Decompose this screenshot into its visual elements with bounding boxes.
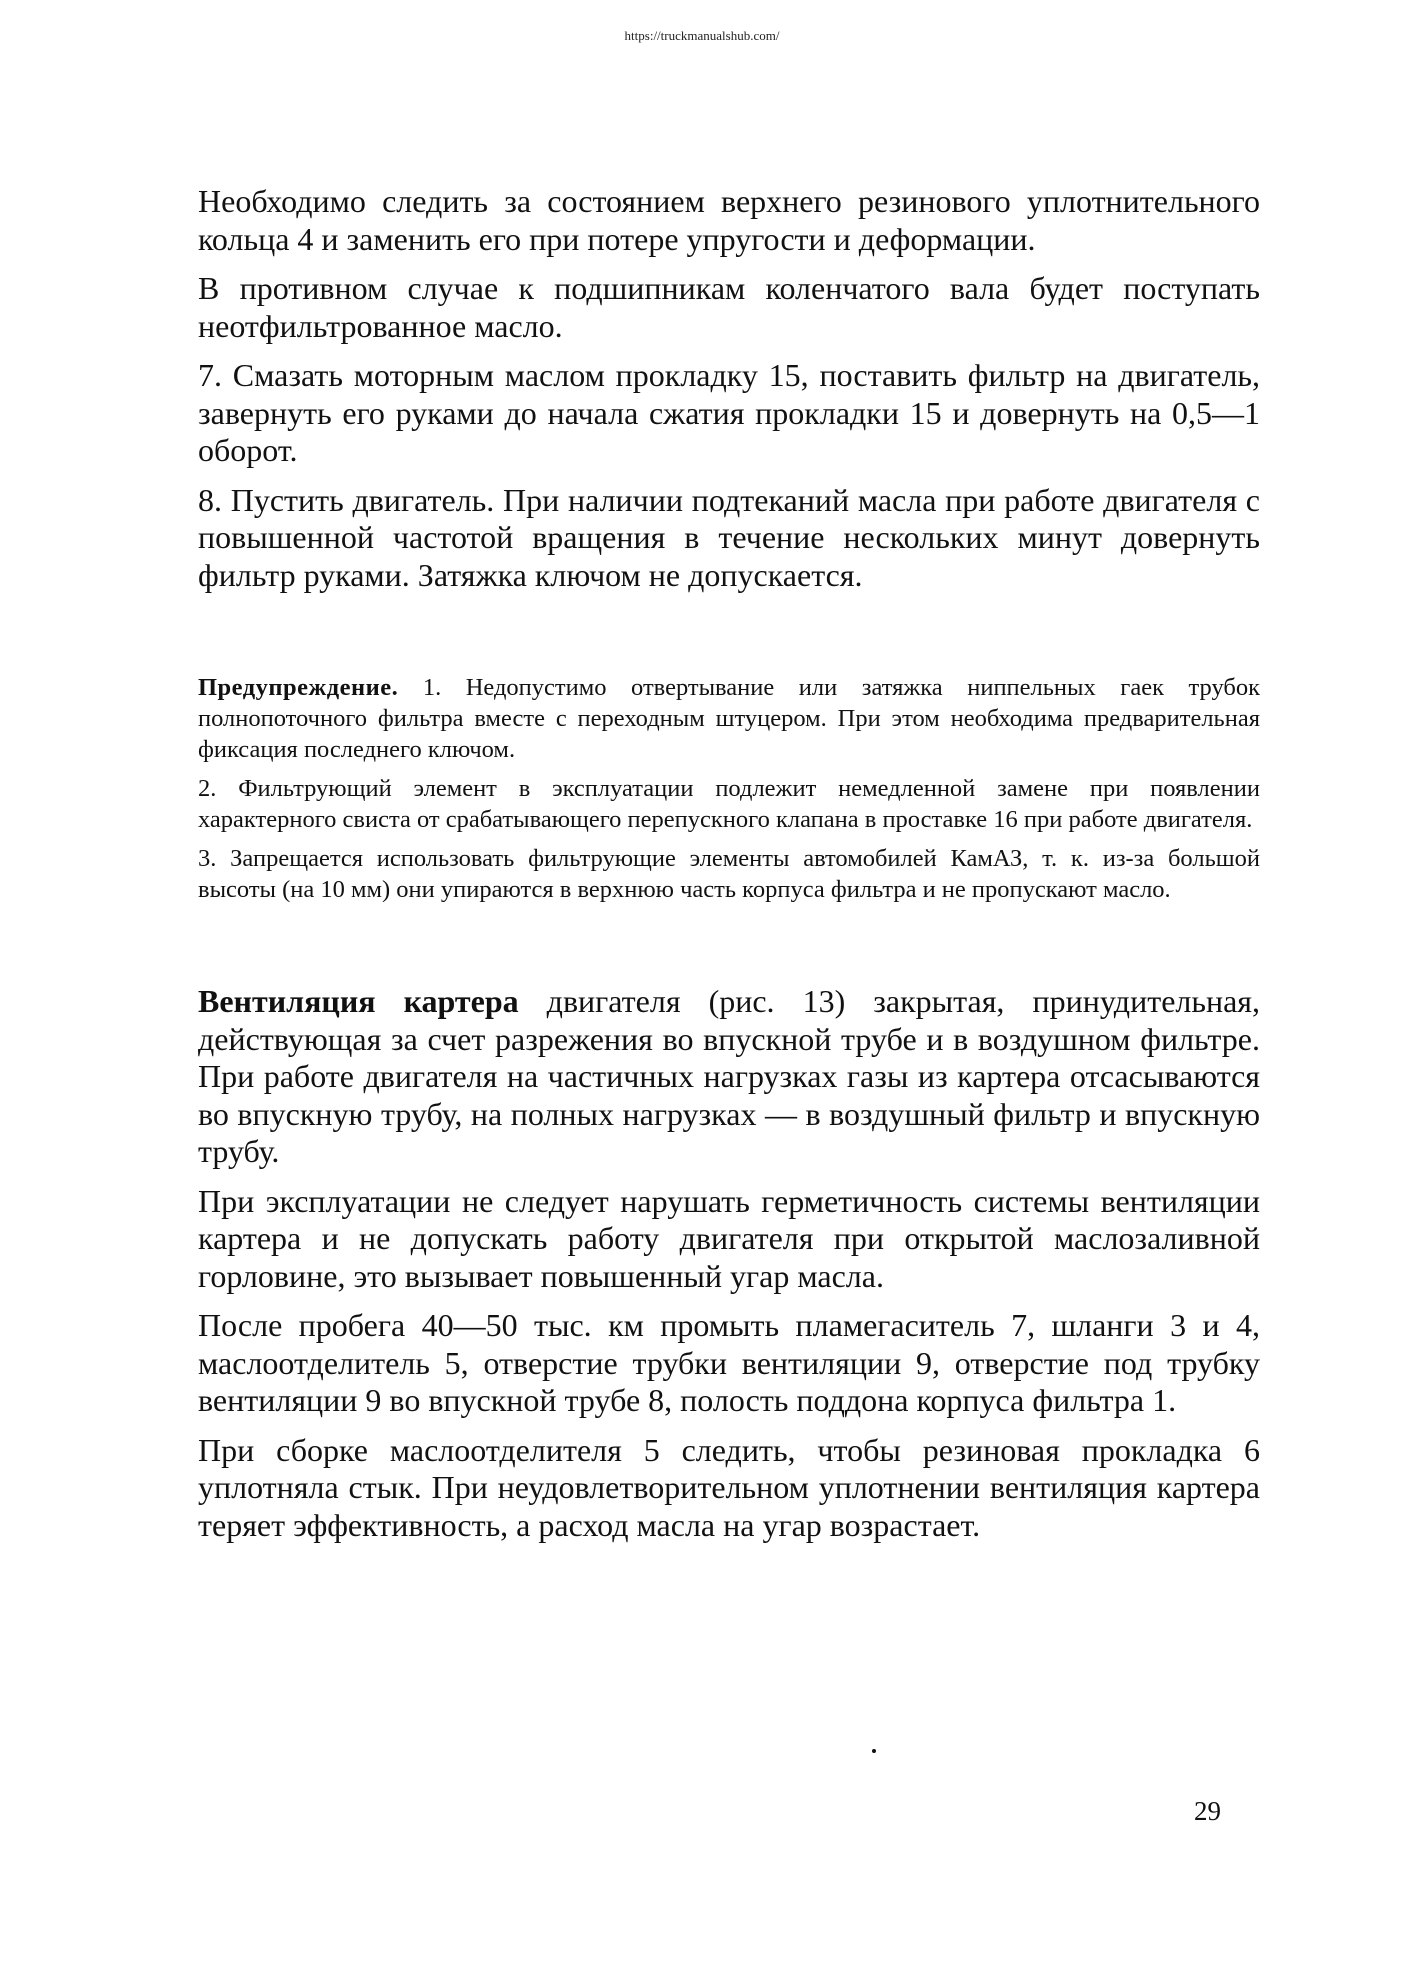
paragraph-step-8: 8. Пустить двигатель. При наличии подтеканий масла при работе двигателя с повышенной частотой вращения в течение нескольких минут довернуть фильтр руками. Затяжка ключом не допускается.: [198, 481, 1260, 593]
paragraph-ventilation-intro: [198, 983, 1260, 1171]
print-speck: [872, 1749, 876, 1753]
paragraph-seal-ring: Необходимо следить за состоянием верхнего резинового уплотнительного кольца 4 и заменить его при потере упругости и деформации.: [198, 183, 1260, 257]
paragraph-ventilation-assembly: При сборке маслоотделителя 5 следить, чтобы резиновая прокладка 6 уплотняла стык. При неудовлетворительном уплотнении вентиляция картера теряет эффективность, а расход масла на угар возрастает.: [198, 1431, 1260, 1543]
warning-item-1: [198, 672, 1260, 765]
paragraph-ventilation-sealing: При эксплуатации не следует нарушать герметичность системы вентиляции картера и не допускать работу двигателя при открытой маслозаливной горловине, это вызывает повышенный угар масла.: [198, 1182, 1260, 1294]
warning-block: [198, 672, 1260, 905]
paragraph-step-7: 7. Смазать моторным маслом прокладку 15, поставить фильтр на двигатель, завернуть его руками до начала сжатия прокладки 15 и довернуть на 0,5—1 оборот.: [198, 357, 1260, 468]
paragraph-unfiltered-oil: В противном случае к подшипникам коленчатого вала будет поступать неотфильтрованное масло.: [198, 270, 1260, 344]
warning-title: Предупреждение.: [198, 674, 399, 701]
page-body: [198, 183, 1260, 1556]
warning-item-1-text: 1. Недопустимо отвертывание или затяжка ниппельных гаек трубок полнопоточного фильтра вместе с переходным штуцером. При этом необходима предварительная фиксация последнего ключом.: [198, 674, 1261, 763]
paragraph-ventilation-cleaning: После пробега 40—50 тыс. км промыть пламегаситель 7, шланги 3 и 4, маслоотделитель 5, отверстие трубки вентиляции 9, отверстие под трубку вентиляции 9 во впускной трубе 8, полость поддона корпуса фильтра 1.: [198, 1307, 1260, 1418]
ventilation-intro-text: двигателя (рис. 13) закрытая, принудительная, действующая за счет разрежения во впускной трубе и в воздушном фильтре. При работе двигателя на частичных нагрузках газы из картера отсасываются во впускную трубу, на полных нагрузках — в воздушный фильтр и впускную трубу.: [198, 983, 1261, 1169]
warning-item-3: 3. Запрещается использовать фильтрующие элементы автомобилей КамАЗ, т. к. из-за большой высоты (на 10 мм) они упираются в верхнюю часть корпуса фильтра и не пропускают масло.: [198, 845, 1260, 903]
source-url[interactable]: https://truckmanualshub.com/: [624, 28, 780, 43]
warning-item-2: 2. Фильтрующий элемент в эксплуатации подлежит немедленной замене при появлении характерного свиста от срабатывающего перепускного клапана в проставке 16 при работе двигателя.: [198, 775, 1260, 833]
ventilation-heading: Вентиляция картера: [198, 983, 519, 1019]
page-number: 29: [1194, 1796, 1221, 1826]
